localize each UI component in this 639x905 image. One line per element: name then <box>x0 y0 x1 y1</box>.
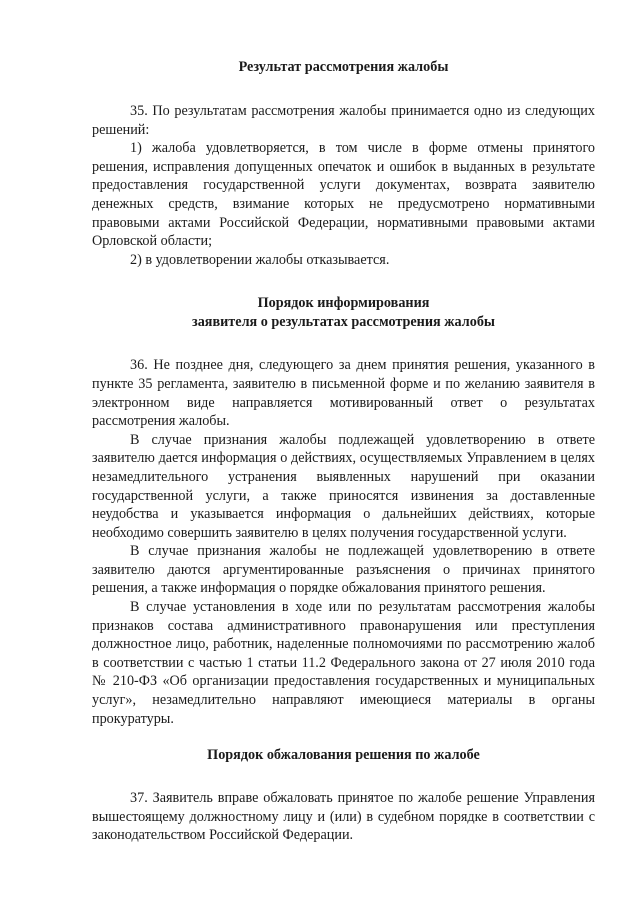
paragraph-36: 36. Не позднее дня, следующего за днем принятия решения, указанного в пункте 35 регламента, заявителю в письменной форме и по желанию заявителя в электронном виде направляется мотивированный ответ о результатах рассмотрения жалобы. <box>92 357 595 430</box>
paragraph-36-prosecution: В случае установления в ходе или по результатам рассмотрения жалобы признаков состава административного правонарушения или преступления должностное лицо, работник, наделенные полномочиями по рассмотрению жалоб в соответствии с частью 1 статьи 11.2 Федерального закона от 27 июля 2010 года № 210-ФЗ «Об организации предоставления государственных и муниципальных услуг», незамедлительно направляют имеющиеся материалы в органы прокуратуры. <box>92 599 595 727</box>
section-heading-appeal: Порядок обжалования решения по жалобе <box>207 747 480 764</box>
section-body-result <box>92 102 595 269</box>
section-body-informing <box>92 356 595 728</box>
section-heading-informing <box>92 294 595 332</box>
section-body-appeal <box>92 789 595 845</box>
section-heading-informing-line1: Порядок информирования <box>257 295 430 312</box>
paragraph-35: 35. По результатам рассмотрения жалобы принимается одно из следующих решений: <box>92 103 595 138</box>
paragraph-37: 37. Заявитель вправе обжаловать принятое по жалобе решение Управления вышестоящему должностному лицу и (или) в судебном порядке в соответствии с законодательством Российской Федерации. <box>92 790 595 844</box>
paragraph-36-satisfied: В случае признания жалобы подлежащей удовлетворению в ответе заявителю дается информация о действиях, осуществляемых Управлением в целях незамедлительного устранения выявленных нарушений при оказании государственной услуги, а также приносятся извинения за доставленные неудобства и указывается информация о дальнейших действиях, которые необходимо совершить заявителю в целях получения государственной услуги. <box>92 431 595 541</box>
paragraph-35-item-2: 2) в удовлетворении жалобы отказывается. <box>130 251 390 268</box>
paragraph-35-item-1: 1) жалоба удовлетворяется, в том числе в форме отмены принятого решения, исправления допущенных опечаток и ошибок в выданных в результате предоставления государственной услуги документах, возврата заявителю денежных средств, взимание которых не предусмотрено нормативными правовыми актами Российской Федерации, нормативными правовыми актами Орловской области; <box>92 140 595 250</box>
section-heading-informing-line2: заявителя о результатах рассмотрения жалобы <box>192 314 495 331</box>
paragraph-36-rejected: В случае признания жалобы не подлежащей удовлетворению в ответе заявителю даются аргументированные разъяснения о причинах принятого решения, а также информация о порядке обжалования принятого решения. <box>92 543 595 597</box>
section-heading-result: Результат рассмотрения жалобы <box>238 59 449 75</box>
